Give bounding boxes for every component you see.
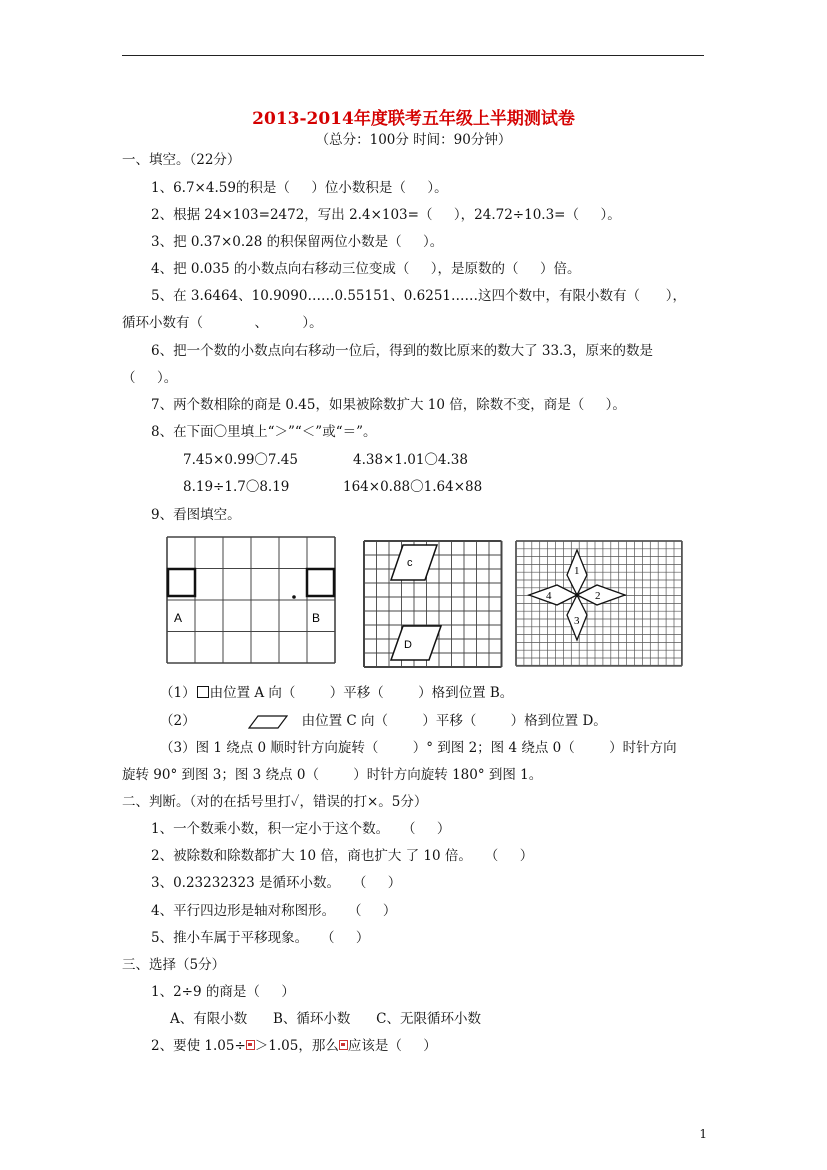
figure-translation-squares <box>166 536 336 664</box>
figure-rotation-rhombi <box>515 540 683 668</box>
figure-translation-parallelograms <box>363 540 503 668</box>
parallelogram-icon <box>248 715 288 729</box>
choice-question-1: 1、2÷9 的商是（ ） <box>151 984 295 1000</box>
compare-d: 164×0.88〇1.64×88 <box>343 479 483 495</box>
rhombus-label-2: 2 <box>595 590 601 602</box>
square-b <box>307 569 334 596</box>
q9-1-text: 由位置 A 向（ ）平移（ ）格到位置 B。 <box>209 685 514 701</box>
question-9-3-line2: 旋转 90° 到图 3；图 3 绕点 0（ ）时针方向旋转 180° 到图 1。 <box>122 767 543 783</box>
center-point <box>575 593 579 597</box>
question-1-5-line2: 循环小数有（ 、 ）。 <box>122 315 323 331</box>
label-d: D <box>404 639 412 651</box>
question-1-6-line2: （ ）。 <box>122 370 178 386</box>
question-9-3-line1: （3）图 1 绕点 0 顺时针方向旋转（ ）° 到图 2；图 4 绕点 0（ ）时针方向 <box>160 740 677 756</box>
rhombus-label-4: 4 <box>546 590 552 602</box>
judge-item-1: 1、一个数乘小数，积一定小于这个数。 （ ） <box>151 821 451 837</box>
label-c: c <box>407 557 413 569</box>
compare-c: 8.19÷1.7〇8.19 <box>183 479 290 495</box>
question-1-8: 8、在下面〇里填上“＞”“＜”或“＝”。 <box>151 424 377 440</box>
parallelogram-c <box>391 545 437 580</box>
q9-2-prefix: （2） <box>160 713 196 729</box>
label-b: B <box>312 611 321 625</box>
compare-a: 7.45×0.99〇7.45 <box>183 452 298 468</box>
q2-prefix: 2、要使 1.05÷ <box>151 1038 246 1054</box>
question-1-9: 9、看图填空。 <box>151 507 241 523</box>
judge-item-2: 2、被除数和除数都扩大 10 倍，商也扩大 了 10 倍。 （ ） <box>151 848 534 864</box>
question-1-3: 3、把 0.37×0.28 的积保留两位小数是（ ）。 <box>151 234 444 250</box>
rhombus-label-1: 1 <box>574 565 580 577</box>
question-1-4: 4、把 0.035 的小数点向右移动三位变成（ ），是原数的（ ）倍。 <box>151 261 581 277</box>
label-a: A <box>174 611 183 625</box>
q2-suffix: 应该是（ ） <box>347 1038 437 1054</box>
section3-heading: 三、选择（5分） <box>122 957 226 973</box>
rhombus-label-3: 3 <box>574 615 580 627</box>
question-1-7: 7、两个数相除的商是 0.45，如果被除数扩大 10 倍，除数不变，商是（ ）。 <box>151 397 626 413</box>
question-1-2: 2、根据 24×103=2472，写出 2.4×103=（ ），24.72÷10.3=（ ）。 <box>151 207 621 223</box>
question-9-2 <box>160 713 607 729</box>
question-9-1 <box>160 685 513 701</box>
page-number: 1 <box>699 1127 707 1141</box>
placeholder-box-icon <box>339 1040 348 1050</box>
square-a <box>168 569 195 596</box>
parallelogram-d <box>391 626 441 660</box>
page-title: 2013-2014年度联考五年级上半期测试卷 <box>252 109 575 129</box>
compare-b: 4.38×1.01〇4.38 <box>353 452 468 468</box>
judge-item-4: 4、平行四边形是轴对称图形。 （ ） <box>151 903 397 919</box>
question-1-6-line1: 6、把一个数的小数点向右移动一位后，得到的数比原来的数大了 33.3，原来的数是 <box>151 343 653 359</box>
page-subtitle: （总分：100分 时间：90分钟） <box>315 132 512 148</box>
placeholder-box-icon <box>246 1040 255 1050</box>
q9-2-text: 由位置 C 向（ ）平移（ ）格到位置 D。 <box>301 713 607 729</box>
q2-middle: ＞1.05，那么 <box>254 1038 339 1054</box>
judge-item-5: 5、推小车属于平移现象。 （ ） <box>151 930 370 946</box>
judge-item-3: 3、0.23232323 是循环小数。 （ ） <box>151 875 402 891</box>
question-1-5-line1: 5、在 3.6464、10.9090……0.55151、0.6251……这四个数中，有限小数有（ ）， <box>151 288 687 304</box>
header-rule <box>122 55 704 56</box>
choice-question-1-options: A、有限小数 B、循环小数 C、无限循环小数 <box>170 1011 481 1027</box>
section1-heading: 一、填空。（22分） <box>122 152 241 168</box>
square-icon <box>197 686 209 698</box>
q9-1-prefix: （1） <box>160 685 196 701</box>
section2-heading: 二、判断。（对的在括号里打✓，错误的打×。5分） <box>122 794 428 810</box>
choice-question-2 <box>151 1038 437 1054</box>
question-1-1: 1、6.7×4.59的积是（ ）位小数积是（ ）。 <box>151 180 448 196</box>
grid-dot <box>292 595 296 599</box>
